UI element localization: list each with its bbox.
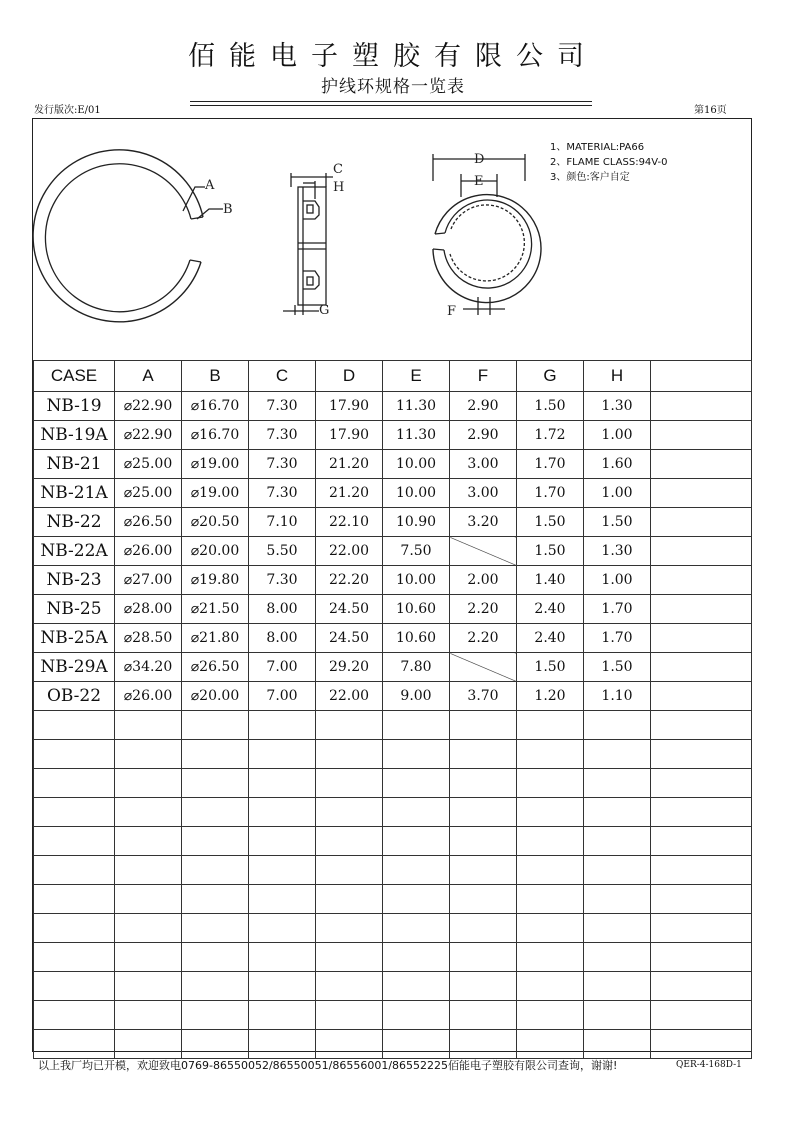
value-cell: 10.00 <box>383 450 450 479</box>
value-cell: 3.00 <box>450 450 517 479</box>
col-header-case: CASE <box>34 361 115 392</box>
value-cell: 1.00 <box>584 479 651 508</box>
value-cell: 1.50 <box>517 653 584 682</box>
empty-cell <box>115 1030 182 1059</box>
form-code: QER-4-168D-1 <box>676 1060 742 1070</box>
empty-cell <box>584 1001 651 1030</box>
value-cell: ⌀25.00 <box>115 479 182 508</box>
value-cell: 1.40 <box>517 566 584 595</box>
table-row <box>34 537 752 566</box>
empty-cell <box>383 943 450 972</box>
value-cell: 22.00 <box>316 682 383 711</box>
empty-cell <box>34 1001 115 1030</box>
empty-cell <box>115 856 182 885</box>
value-cell <box>651 392 752 421</box>
value-cell: ⌀26.50 <box>115 508 182 537</box>
value-cell: 2.40 <box>517 595 584 624</box>
value-cell <box>651 682 752 711</box>
empty-cell <box>651 885 752 914</box>
empty-cell <box>651 856 752 885</box>
empty-cell <box>651 914 752 943</box>
value-cell: 11.30 <box>383 421 450 450</box>
table-row <box>34 392 752 421</box>
table-row <box>34 421 752 450</box>
empty-cell <box>651 943 752 972</box>
empty-cell <box>517 1030 584 1059</box>
value-cell: 17.90 <box>316 421 383 450</box>
empty-cell <box>249 711 316 740</box>
empty-cell <box>34 943 115 972</box>
empty-cell <box>383 769 450 798</box>
value-cell: 10.90 <box>383 508 450 537</box>
value-cell: ⌀21.50 <box>182 595 249 624</box>
value-cell: ⌀19.00 <box>182 479 249 508</box>
empty-cell <box>450 711 517 740</box>
empty-cell <box>182 711 249 740</box>
empty-cell <box>316 1030 383 1059</box>
empty-cell <box>182 972 249 1001</box>
value-cell: 17.90 <box>316 392 383 421</box>
value-cell: 1.20 <box>517 682 584 711</box>
page-number: 第16页 <box>694 105 727 116</box>
value-cell: 7.00 <box>249 653 316 682</box>
empty-cell <box>517 885 584 914</box>
table-row <box>34 450 752 479</box>
value-cell: 10.00 <box>383 479 450 508</box>
document-title: 护线环规格一览表 <box>321 77 465 97</box>
value-cell: 7.30 <box>249 421 316 450</box>
empty-cell <box>249 943 316 972</box>
value-cell: 1.70 <box>584 624 651 653</box>
table-row-empty <box>34 972 752 1001</box>
value-cell <box>450 537 517 566</box>
empty-cell <box>517 769 584 798</box>
value-cell <box>651 421 752 450</box>
value-cell: 2.90 <box>450 392 517 421</box>
value-cell: ⌀21.80 <box>182 624 249 653</box>
empty-cell <box>182 798 249 827</box>
value-cell: 29.20 <box>316 653 383 682</box>
version-label: 发行版次:E/01 <box>34 105 101 116</box>
empty-cell <box>383 914 450 943</box>
empty-cell <box>115 827 182 856</box>
value-cell: 1.30 <box>584 392 651 421</box>
value-cell: ⌀20.00 <box>182 537 249 566</box>
empty-cell <box>249 827 316 856</box>
empty-cell <box>316 711 383 740</box>
empty-cell <box>517 827 584 856</box>
empty-cell <box>316 798 383 827</box>
value-cell: 1.50 <box>584 653 651 682</box>
value-cell: 1.60 <box>584 450 651 479</box>
empty-cell <box>115 1001 182 1030</box>
value-cell: 10.60 <box>383 595 450 624</box>
empty-cell <box>651 711 752 740</box>
empty-cell <box>34 740 115 769</box>
empty-cell <box>651 1001 752 1030</box>
value-cell: 1.50 <box>517 508 584 537</box>
empty-cell <box>651 798 752 827</box>
empty-cell <box>34 914 115 943</box>
table-row-empty <box>34 798 752 827</box>
case-cell: NB-21A <box>34 479 115 508</box>
empty-cell <box>517 972 584 1001</box>
empty-cell <box>450 943 517 972</box>
value-cell: ⌀27.00 <box>115 566 182 595</box>
table-row <box>34 624 752 653</box>
col-header-e: E <box>383 361 450 392</box>
value-cell: 2.90 <box>450 421 517 450</box>
value-cell: 1.70 <box>517 450 584 479</box>
value-cell: 2.20 <box>450 595 517 624</box>
empty-cell <box>584 1030 651 1059</box>
empty-cell <box>383 740 450 769</box>
value-cell <box>651 479 752 508</box>
empty-cell <box>34 885 115 914</box>
empty-cell <box>249 798 316 827</box>
empty-cell <box>316 914 383 943</box>
value-cell: 7.30 <box>249 392 316 421</box>
empty-cell <box>182 885 249 914</box>
empty-cell <box>316 885 383 914</box>
table-row-empty <box>34 827 752 856</box>
case-cell: NB-29A <box>34 653 115 682</box>
value-cell: 7.10 <box>249 508 316 537</box>
empty-cell <box>450 856 517 885</box>
label-h: H <box>333 180 345 195</box>
value-cell: ⌀22.90 <box>115 392 182 421</box>
case-cell: NB-22 <box>34 508 115 537</box>
empty-cell <box>182 769 249 798</box>
empty-cell <box>115 740 182 769</box>
empty-cell <box>651 972 752 1001</box>
value-cell: 9.00 <box>383 682 450 711</box>
ring-inner-outline <box>45 164 191 312</box>
value-cell <box>651 450 752 479</box>
value-cell: ⌀19.80 <box>182 566 249 595</box>
empty-cell <box>450 740 517 769</box>
value-cell: 3.70 <box>450 682 517 711</box>
table-row <box>34 682 752 711</box>
empty-cell <box>249 914 316 943</box>
empty-cell <box>584 740 651 769</box>
label-f: F <box>447 304 457 319</box>
value-cell: 1.72 <box>517 421 584 450</box>
label-c: C <box>333 162 343 177</box>
value-cell <box>651 537 752 566</box>
empty-cell <box>651 827 752 856</box>
label-b: B <box>223 202 233 217</box>
value-cell: ⌀20.50 <box>182 508 249 537</box>
empty-cell <box>450 914 517 943</box>
empty-cell <box>584 972 651 1001</box>
empty-cell <box>450 1030 517 1059</box>
value-cell: ⌀34.20 <box>115 653 182 682</box>
value-cell: ⌀22.90 <box>115 421 182 450</box>
empty-cell <box>651 769 752 798</box>
footer-note: 以上我厂均已开模，欢迎致电0769-86550052/86550051/86556001/86552225佰能电子塑胶有限公司查询，谢谢! <box>38 1059 618 1072</box>
case-cell: NB-21 <box>34 450 115 479</box>
empty-cell <box>34 827 115 856</box>
empty-cell <box>584 943 651 972</box>
empty-cell <box>584 914 651 943</box>
table-row <box>34 508 752 537</box>
value-cell: 7.50 <box>383 537 450 566</box>
empty-cell <box>182 943 249 972</box>
value-cell: 7.30 <box>249 450 316 479</box>
table-row-empty <box>34 943 752 972</box>
ring-outer-outline <box>33 150 203 322</box>
value-cell: 22.00 <box>316 537 383 566</box>
title-rule-lower <box>190 105 592 106</box>
value-cell <box>651 566 752 595</box>
value-cell: 1.00 <box>584 421 651 450</box>
empty-cell <box>34 711 115 740</box>
value-cell: 10.00 <box>383 566 450 595</box>
value-cell: 5.50 <box>249 537 316 566</box>
table-row-empty <box>34 885 752 914</box>
empty-cell <box>115 885 182 914</box>
col-header-h: H <box>584 361 651 392</box>
table-row <box>34 653 752 682</box>
empty-cell <box>34 798 115 827</box>
table-row-empty <box>34 914 752 943</box>
value-cell: 1.00 <box>584 566 651 595</box>
empty-cell <box>34 856 115 885</box>
empty-cell <box>182 856 249 885</box>
empty-cell <box>651 740 752 769</box>
empty-cell <box>517 798 584 827</box>
empty-cell <box>450 972 517 1001</box>
empty-cell <box>517 943 584 972</box>
value-cell: ⌀16.70 <box>182 421 249 450</box>
empty-cell <box>584 711 651 740</box>
note-material: 1、MATERIAL:PA66 <box>550 142 645 153</box>
title-rule <box>190 101 592 102</box>
value-cell: 21.20 <box>316 479 383 508</box>
empty-cell <box>182 1001 249 1030</box>
material-notes <box>550 140 668 185</box>
value-cell: 2.00 <box>450 566 517 595</box>
empty-cell <box>383 711 450 740</box>
value-cell: 1.30 <box>584 537 651 566</box>
col-header-g: G <box>517 361 584 392</box>
empty-cell <box>517 914 584 943</box>
value-cell: 1.50 <box>517 537 584 566</box>
label-g: G <box>319 303 330 318</box>
empty-cell <box>383 798 450 827</box>
value-cell: ⌀28.00 <box>115 595 182 624</box>
label-e: E <box>474 174 484 189</box>
empty-cell <box>115 798 182 827</box>
col-header-f: F <box>450 361 517 392</box>
empty-cell <box>249 1001 316 1030</box>
empty-cell <box>450 1001 517 1030</box>
value-cell <box>651 508 752 537</box>
value-cell: 3.00 <box>450 479 517 508</box>
empty-cell <box>517 711 584 740</box>
empty-cell <box>316 943 383 972</box>
value-cell: ⌀28.50 <box>115 624 182 653</box>
value-cell <box>450 653 517 682</box>
value-cell: 22.10 <box>316 508 383 537</box>
value-cell: ⌀20.00 <box>182 682 249 711</box>
table-row <box>34 566 752 595</box>
value-cell: 3.20 <box>450 508 517 537</box>
empty-cell <box>651 1030 752 1059</box>
empty-cell <box>115 972 182 1001</box>
empty-cell <box>383 885 450 914</box>
case-cell: OB-22 <box>34 682 115 711</box>
spec-sheet <box>32 118 752 1052</box>
empty-cell <box>584 856 651 885</box>
table-header-row <box>34 361 752 392</box>
value-cell: 10.60 <box>383 624 450 653</box>
value-cell: ⌀26.50 <box>182 653 249 682</box>
empty-cell <box>584 769 651 798</box>
col-header-a: A <box>115 361 182 392</box>
value-cell: 7.30 <box>249 566 316 595</box>
value-cell <box>651 624 752 653</box>
value-cell: ⌀25.00 <box>115 450 182 479</box>
value-cell: 2.40 <box>517 624 584 653</box>
empty-cell <box>34 769 115 798</box>
empty-cell <box>316 856 383 885</box>
note-flame-class: 2、FLAME CLASS:94V-0 <box>550 157 668 168</box>
empty-cell <box>517 1001 584 1030</box>
empty-cell <box>517 856 584 885</box>
empty-cell <box>383 1001 450 1030</box>
empty-cell <box>249 972 316 1001</box>
empty-cell <box>450 885 517 914</box>
table-row-empty <box>34 711 752 740</box>
value-cell: 24.50 <box>316 624 383 653</box>
value-cell: 1.10 <box>584 682 651 711</box>
empty-cell <box>182 740 249 769</box>
value-cell: 1.50 <box>584 508 651 537</box>
empty-cell <box>316 827 383 856</box>
empty-cell <box>383 827 450 856</box>
empty-cell <box>34 972 115 1001</box>
table-row-empty <box>34 1030 752 1059</box>
case-cell: NB-22A <box>34 537 115 566</box>
table-row-empty <box>34 1001 752 1030</box>
empty-cell <box>383 856 450 885</box>
value-cell <box>651 595 752 624</box>
empty-cell <box>182 914 249 943</box>
table-row <box>34 479 752 508</box>
value-cell: 7.30 <box>249 479 316 508</box>
empty-cell <box>584 798 651 827</box>
table-row-empty <box>34 769 752 798</box>
value-cell: ⌀16.70 <box>182 392 249 421</box>
spec-table <box>33 360 752 1059</box>
case-cell: NB-25A <box>34 624 115 653</box>
empty-cell <box>249 1030 316 1059</box>
value-cell: 2.20 <box>450 624 517 653</box>
value-cell <box>651 653 752 682</box>
empty-cell <box>249 885 316 914</box>
col-header-d: D <box>316 361 383 392</box>
empty-cell <box>249 769 316 798</box>
empty-cell <box>316 972 383 1001</box>
col-header-b: B <box>182 361 249 392</box>
value-cell: 24.50 <box>316 595 383 624</box>
label-a: A <box>205 178 215 193</box>
col-header-blank <box>651 361 752 392</box>
case-cell: NB-25 <box>34 595 115 624</box>
empty-cell <box>584 885 651 914</box>
ring-right-outer <box>433 195 541 303</box>
value-cell: 22.20 <box>316 566 383 595</box>
empty-cell <box>115 711 182 740</box>
note-color: 3、颜色:客户自定 <box>550 172 630 183</box>
empty-cell <box>182 1030 249 1059</box>
value-cell: 1.70 <box>517 479 584 508</box>
empty-cell <box>115 769 182 798</box>
empty-cell <box>115 943 182 972</box>
empty-cell <box>34 1030 115 1059</box>
col-header-c: C <box>249 361 316 392</box>
value-cell: 7.00 <box>249 682 316 711</box>
empty-cell <box>383 1030 450 1059</box>
value-cell: 1.70 <box>584 595 651 624</box>
empty-cell <box>517 740 584 769</box>
empty-cell <box>584 827 651 856</box>
table-row-empty <box>34 740 752 769</box>
table-row <box>34 595 752 624</box>
value-cell: 8.00 <box>249 624 316 653</box>
empty-cell <box>450 827 517 856</box>
value-cell: ⌀26.00 <box>115 537 182 566</box>
value-cell: 21.20 <box>316 450 383 479</box>
empty-cell <box>249 740 316 769</box>
empty-cell <box>316 769 383 798</box>
company-name: 佰能电子塑胶有限公司 <box>188 41 598 72</box>
empty-cell <box>450 769 517 798</box>
value-cell: 7.80 <box>383 653 450 682</box>
case-cell: NB-23 <box>34 566 115 595</box>
value-cell: ⌀26.00 <box>115 682 182 711</box>
empty-cell <box>316 1001 383 1030</box>
empty-cell <box>115 914 182 943</box>
case-cell: NB-19 <box>34 392 115 421</box>
value-cell: 1.50 <box>517 392 584 421</box>
empty-cell <box>450 798 517 827</box>
value-cell: ⌀19.00 <box>182 450 249 479</box>
empty-cell <box>383 972 450 1001</box>
empty-cell <box>182 827 249 856</box>
case-cell: NB-19A <box>34 421 115 450</box>
empty-cell <box>249 856 316 885</box>
table-row-empty <box>34 856 752 885</box>
value-cell: 11.30 <box>383 392 450 421</box>
value-cell: 8.00 <box>249 595 316 624</box>
empty-cell <box>316 740 383 769</box>
label-d: D <box>474 152 485 167</box>
